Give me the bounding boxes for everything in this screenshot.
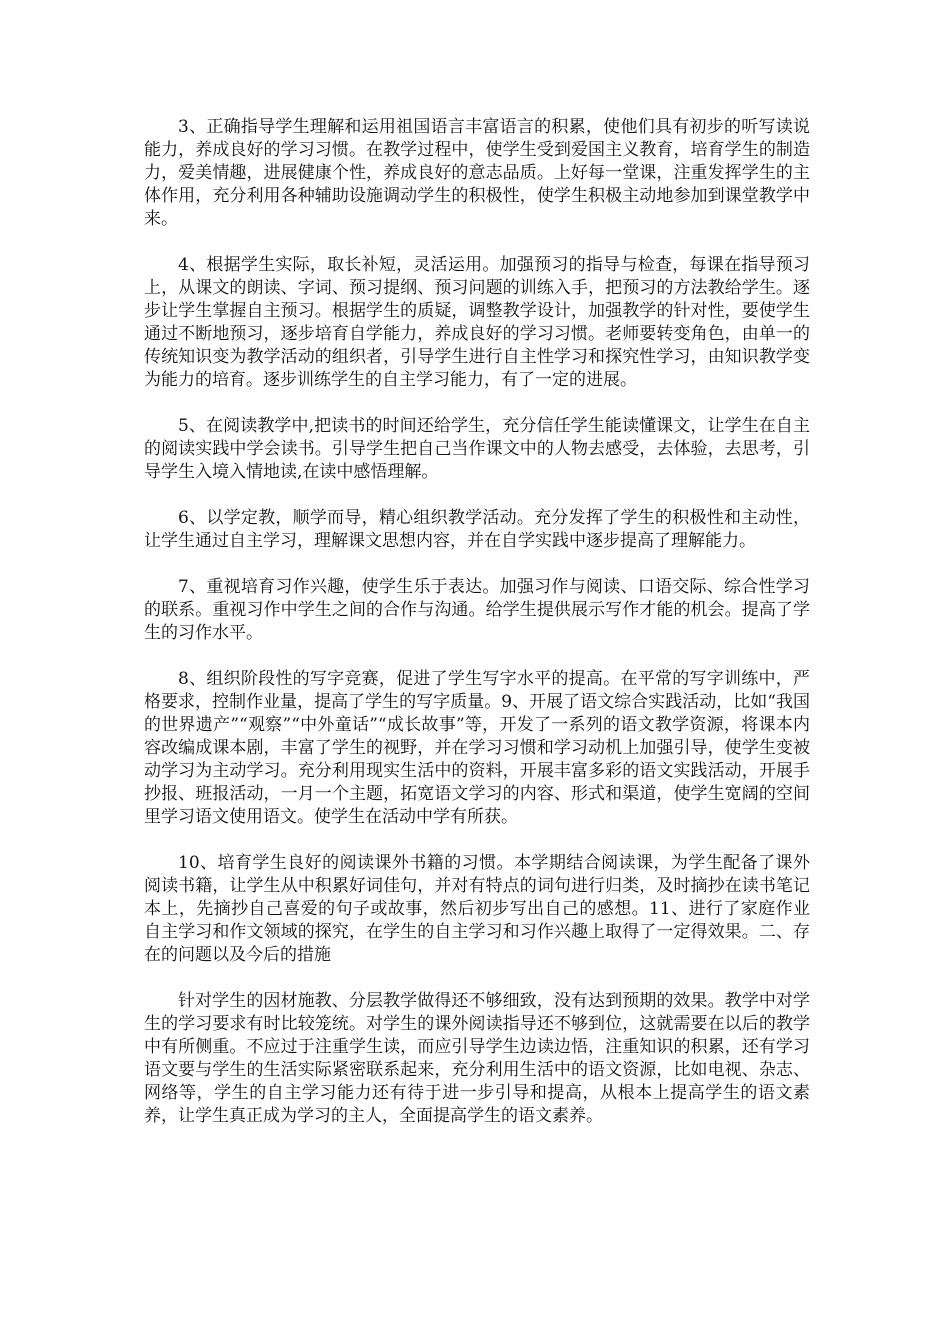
paragraph-item-4: 4、根据学生实际，取长补短，灵活运用。加强预习的指导与检查，每课在指导预习上，从课文的朗读、字词、预习提纲、预习问题的训练入手，把预习的方法教给学生。逐步让学生掌握自主预习。根据学生的质疑，调整教学设计，加强教学的针对性，要使学生通过不断地预习，逐步培育自学能力，养成良好的学习习惯。老师要转变角色，由单一的传统知识变为教学活动的组织者，引导学生进行自主性学习和探究性学习，由知识教学变为能力的培育。逐步训练学生的自主学习能力，有了一定的进展。: [144, 255, 810, 390]
paragraph-item-7: 7、重视培育习作兴趣，使学生乐于表达。加强习作与阅读、口语交际、综合性学习的联系。重视习作中学生之间的合作与沟通。给学生提供展示写作才能的机会。提高了学生的习作水平。: [144, 577, 810, 643]
paragraph-item-8-9: 8、组织阶段性的写字竞赛，促进了学生写字水平的提高。在平常的写字训练中，严格要求，控制作业量，提高了学生的写字质量。9、开展了语文综合实践活动，比如“我国的世界遗产”“观察”“中外童话”“成长故事”等，开发了一系列的语文教学资源，将课本内容改编成课本剧，丰富了学生的视野，并在学习习惯和学习动机上加强引导，使学生变被动学习为主动学习。充分利用现实生活中的资料，开展丰富多彩的语文实践活动，开展手抄报、班报活动，一月一个主题，拓宽语文学习的内容、形式和渠道，使学生宽阔的空间里学习语文使用语文。使学生在活动中学有所获。: [144, 669, 810, 827]
paragraph-item-3: 3、正确指导学生理解和运用祖国语言丰富语言的积累，使他们具有初步的听写读说能力，养成良好的学习习惯。在教学过程中，使学生受到爱国主义教育，培育学生的制造力，爱美情趣，进展健康个性，养成良好的意志品质。上好每一堂课，注重发挥学生的主体作用，充分利用各种辅助设施调动学生的积极性，使学生积极主动地参加到课堂教学中来。: [144, 117, 810, 229]
paragraph-item-5: 5、在阅读教学中,把读书的时间还给学生，充分信任学生能读懂课文，让学生在自主的阅读实践中学会读书。引导学生把自己当作课文中的人物去感受，去体验，去思考，引导学生入境入情地读,在读中感悟理解。: [144, 416, 810, 482]
paragraph-problems-measures: 针对学生的因材施教、分层教学做得还不够细致，没有达到预期的效果。教学中对学生的学习要求有时比较笼统。对学生的课外阅读指导还不够到位，这就需要在以后的教学中有所侧重。不应过于注重学生读，而应引导学生边读边悟，注重知识的积累，还有学习语文要与学生的生活实际紧密联系起来，充分利用生活中的语文资源，比如电视、杂志、网络等，学生的自主学习能力还有待于进一步引导和提高，从根本上提高学生的语文素养，让学生真正成为学习的主人，全面提高学生的语文素养。: [144, 991, 810, 1126]
document-body: [144, 116, 810, 1128]
paragraph-item-6: 6、以学定教，顺学而导，精心组织教学活动。充分发挥了学生的积极性和主动性，让学生通过自主学习，理解课文思想内容，并在自学实践中逐步提高了理解能力。: [144, 508, 810, 551]
paragraph-item-10-11: 10、培育学生良好的阅读课外书籍的习惯。本学期结合阅读课，为学生配备了课外阅读书籍，让学生从中积累好词佳句，并对有特点的词句进行归类，及时摘抄在读书笔记本上，先摘抄自己喜爱的句子或故事，然后初步写出自己的感想。11、进行了家庭作业自主学习和作文领域的探究，在学生的自主学习和习作兴趣上取得了一定得效果。二、存在的问题以及今后的措施: [144, 853, 810, 965]
